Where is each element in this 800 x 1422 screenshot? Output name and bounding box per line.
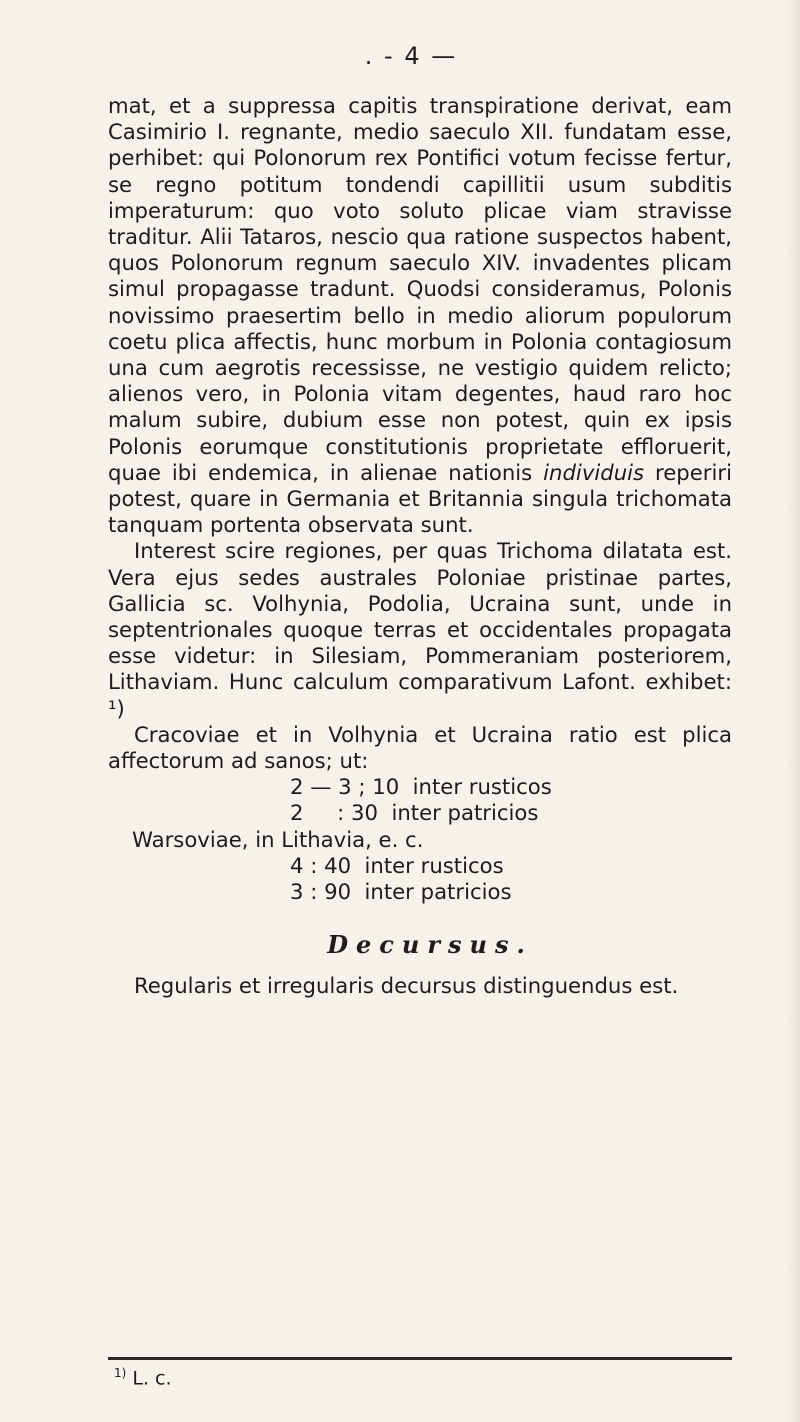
paragraph-1-text: mat, et a suppressa capitis transpiratione derivat, eam Casimirio I. regnante, medio saeculo XII. fundatam esse, perhibet: qui Polonorum rex Pontifici votum fecisse fertur, se regno potitum tondendi capillitii usum subditis imperaturum: quo voto soluto plicae viam stravisse traditur. Alii Tataros, nescio qua ratione suspectos habent, quos Polonorum regnum saeculo XIV. invadentes plicam simul propagasse tradunt. Quodsi consideramus, Polonis novissimo praesertim bello in medio aliorum populorum coetu plica affectis, hunc morbum in Polonia contagiosum una cum aegrotis recessisse, ne vestigio quidem relicto; alienos vero, in Polonia vitam degentes, haud raro hoc malum subire, dubium esse non potest, quin ex ipsis Polonis eorumque constitutionis proprietate effloruerit, quae ibi endemica, in alienae nationis bbox=[108, 93, 732, 485]
paragraph-4: Regularis et irregularis decursus distinguendus est. bbox=[134, 972, 679, 998]
footnote-text: L. c. bbox=[126, 1367, 172, 1390]
ratio-row: 2 : 30 inter patricios bbox=[290, 800, 539, 826]
ratio-row: 2 — 3 ; 10 inter rusticos bbox=[290, 774, 552, 800]
body-text bbox=[108, 93, 732, 999]
paragraph-1-end: reperiri potest, quare in Germania et Britannia singula trichomata tanquam portenta observata sunt. bbox=[108, 459, 732, 538]
paragraph-3: Cracoviae et in Volhynia et Ucraina ratio est plica affectorum ad sanos; ut: bbox=[108, 721, 732, 774]
footnote-rule bbox=[108, 1357, 732, 1360]
footnote bbox=[114, 1366, 172, 1389]
paragraph-2 bbox=[108, 538, 732, 721]
paragraph-1 bbox=[108, 93, 732, 538]
footnote-reference: ¹) bbox=[108, 695, 125, 721]
section-heading: Decursus. bbox=[327, 930, 533, 960]
italic-word: individuis bbox=[543, 459, 645, 485]
footnote-marker: 1) bbox=[114, 1366, 127, 1380]
paragraph-2-text: Interest scire regiones, per quas Trichoma dilatata est. Vera ejus sedes australes Poloniae pristinae partes, Gallicia sc. Volhynia, Podolia, Ucraina sunt, unde in septentrionales quoque terras et occidentales propagata esse videtur: in Silesiam, Pommeraniam posteriorem, Lithaviam. Hunc calculum comparativum Lafont. exhibet: bbox=[108, 538, 732, 695]
ratio-subheading: Warsoviae, in Lithavia, e. c. bbox=[132, 826, 424, 852]
page-number: . - 4 — bbox=[364, 42, 458, 70]
ratio-row: 4 : 40 inter rusticos bbox=[290, 852, 504, 878]
ratio-table bbox=[108, 774, 732, 905]
ratio-row: 3 : 90 inter patricios bbox=[290, 879, 512, 905]
page-edge bbox=[786, 0, 800, 1422]
